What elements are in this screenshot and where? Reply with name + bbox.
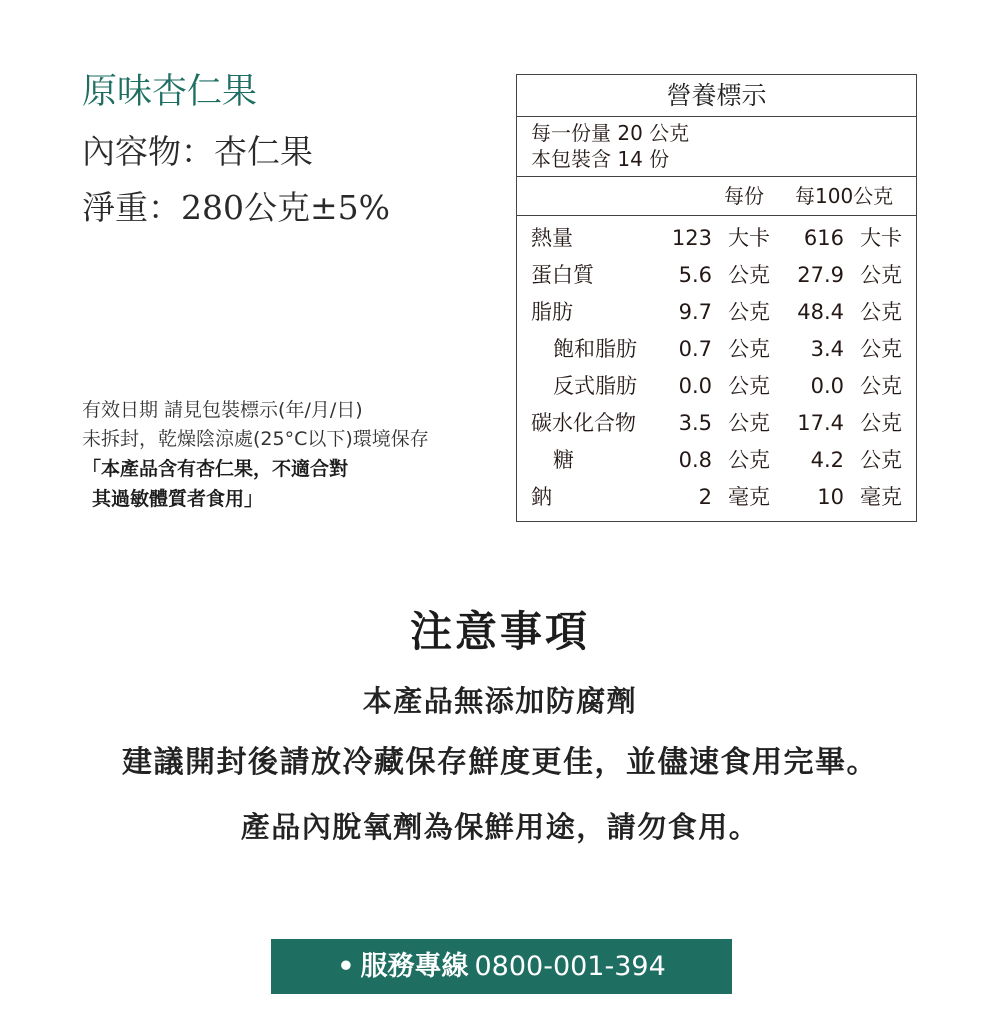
nutrition-row bbox=[517, 405, 916, 442]
nutrient-name: 熱量 bbox=[531, 226, 573, 250]
nutrition-row bbox=[517, 479, 916, 516]
nutrition-table bbox=[516, 74, 917, 522]
per-serving-unit: 公克 bbox=[728, 337, 770, 361]
nutrition-row bbox=[517, 368, 916, 405]
storage-condition: 未拆封，乾燥陰涼處(25°C以下)環境保存 bbox=[82, 428, 429, 450]
nutrient-name: 反式脂肪 bbox=[553, 374, 637, 398]
col-per-serving: 每份 bbox=[724, 184, 764, 208]
service-hotline bbox=[271, 939, 732, 994]
nutrition-row bbox=[517, 442, 916, 479]
per-serving-value: 0.0 bbox=[678, 374, 712, 398]
product-info bbox=[82, 68, 502, 228]
nutrient-name: 蛋白質 bbox=[531, 263, 594, 287]
nutrient-name: 鈉 bbox=[531, 485, 552, 509]
product-name: 原味杏仁果 bbox=[82, 72, 258, 112]
bullet-icon: • bbox=[337, 951, 355, 982]
nutrition-row bbox=[517, 294, 916, 331]
nutrition-rows bbox=[517, 216, 916, 516]
nutrition-row bbox=[517, 220, 916, 257]
col-per-100g: 每100公克 bbox=[795, 184, 894, 208]
per-serving-unit: 毫克 bbox=[728, 485, 770, 509]
allergy-warning-line2: 其過敏體質者食用」 bbox=[92, 488, 264, 510]
notice-line-1: 本產品無添加防腐劑 bbox=[362, 684, 638, 718]
nutrient-name: 碳水化合物 bbox=[531, 411, 636, 435]
nutrient-name: 糖 bbox=[553, 448, 574, 472]
per-serving-value: 0.8 bbox=[678, 448, 712, 472]
per-100g-unit: 毫克 bbox=[860, 485, 902, 509]
hotline-label: 服務專線 bbox=[360, 951, 469, 982]
per-serving-unit: 公克 bbox=[728, 300, 770, 324]
per-serving-value: 0.7 bbox=[678, 337, 712, 361]
net-weight: 淨重：280公克±5% bbox=[82, 188, 390, 227]
per-serving-unit: 公克 bbox=[728, 374, 770, 398]
per-100g-unit: 公克 bbox=[860, 448, 902, 472]
per-100g-value: 0.0 bbox=[810, 374, 844, 398]
per-serving-value: 5.6 bbox=[678, 263, 712, 287]
nutrient-name: 脂肪 bbox=[531, 300, 573, 324]
nutrient-name: 飽和脂肪 bbox=[553, 337, 637, 361]
per-serving-unit: 公克 bbox=[728, 411, 770, 435]
per-serving-unit: 公克 bbox=[728, 448, 770, 472]
per-100g-value: 48.4 bbox=[797, 300, 844, 324]
notice-title: 注意事項 bbox=[409, 607, 590, 656]
servings-per-pack: 本包裝含 14 份 bbox=[531, 147, 670, 171]
per-100g-unit: 公克 bbox=[860, 300, 902, 324]
per-100g-value: 616 bbox=[803, 226, 844, 250]
per-100g-unit: 大卡 bbox=[860, 226, 902, 250]
serving-size: 每一份量 20 公克 bbox=[531, 121, 690, 145]
per-serving-unit: 大卡 bbox=[728, 226, 770, 250]
per-serving-value: 2 bbox=[698, 485, 712, 509]
per-100g-value: 3.4 bbox=[810, 337, 844, 361]
per-100g-value: 10 bbox=[817, 485, 844, 509]
per-serving-value: 123 bbox=[671, 226, 712, 250]
allergy-warning-line1: 「本產品含有杏仁果，不適合對 bbox=[82, 458, 349, 480]
hotline-number: 0800-001-394 bbox=[474, 951, 666, 982]
per-100g-unit: 公克 bbox=[860, 411, 902, 435]
nutrition-row bbox=[517, 257, 916, 294]
notice-line-3: 產品內脫氧劑為保鮮用途，請勿食用。 bbox=[240, 810, 760, 844]
per-100g-unit: 公克 bbox=[860, 374, 902, 398]
per-serving-value: 9.7 bbox=[678, 300, 712, 324]
product-contents: 內容物：杏仁果 bbox=[82, 132, 313, 171]
expiry-date: 有效日期 請見包裝標示(年/月/日) bbox=[82, 399, 363, 421]
per-100g-value: 17.4 bbox=[797, 411, 844, 435]
per-100g-value: 27.9 bbox=[797, 263, 844, 287]
per-serving-value: 3.5 bbox=[678, 411, 712, 435]
serving-info bbox=[517, 117, 916, 177]
per-100g-value: 4.2 bbox=[810, 448, 844, 472]
nutrition-row bbox=[517, 331, 916, 368]
per-100g-unit: 公克 bbox=[860, 337, 902, 361]
nutrition-column-header bbox=[517, 177, 916, 216]
per-serving-unit: 公克 bbox=[728, 263, 770, 287]
storage-info bbox=[82, 396, 502, 514]
nutrition-title: 營養標示 bbox=[517, 75, 916, 117]
notice-line-2: 建議開封後請放冷藏保存鮮度更佳，並儘速食用完畢。 bbox=[122, 745, 878, 780]
per-100g-unit: 公克 bbox=[860, 263, 902, 287]
